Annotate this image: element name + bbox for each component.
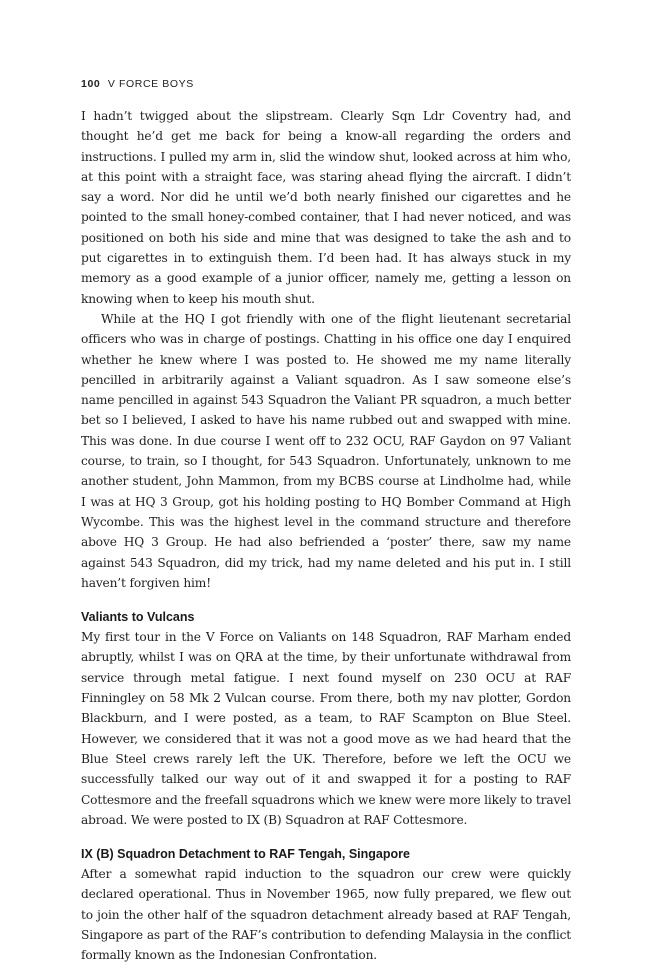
book-page	[81, 76, 571, 966]
paragraph-postings: While at the HQ I got friendly with one of the flight lieutenant secretarial officers who was in charge of postings. Chatting in his office one day I enquired whether he knew where I was posted to. He showed me my name literally pencilled in arbitrarily against a Valiant squadron. As I saw someone else’s name pencilled in against 543 Squadron the Valiant PR squadron, a much better bet so I believed, I asked to have his name rubbed out and swapped with mine. This was done. In due course I went off to 232 OCU, RAF Gaydon on 97 Valiant course, to train, so I thought, for 543 Squadron. Unfortunately, unknown to me another student, John Mammon, from my BCBS course at Lindholme had, while I was at HQ 3 Group, got his holding posting to HQ Bomber Command at High Wycombe. This was the highest level in the command structure and therefore above HQ 3 Group. He had also befriended a ‘poster’ there, saw my name against 543 Squadron, did my trick, had my name deleted and his put in. I still haven’t forgiven him!	[81, 311, 571, 590]
paragraph-first-tour: My first tour in the V Force on Valiants on 148 Squadron, RAF Marham ended abruptly, whilst I was on QRA at the time, by their unfortunate withdrawal from service through metal fatigue. I next found myself on 230 OCU at RAF Finningley on 58 Mk 2 Vulcan course. From there, both my nav plotter, Gordon Blackburn, and I were posted, as a team, to RAF Scampton on Blue Steel. However, we considered that it was not a good move as we had heard that the Blue Steel crews rarely left the UK. Therefore, before we left the OCU we successfully talked our way out of it and swapped it for a posting to RAF Cottesmore and the freefall squadrons which we knew were more likely to travel abroad. We were posted to IX (B) Squadron at RAF Cottesmore.	[81, 630, 571, 827]
section-heading-valiants-to-vulcans: Valiants to Vulcans	[81, 610, 195, 625]
paragraph-induction: After a somewhat rapid induction to the squadron our crew were quickly declared operational. Thus in November 1965, now fully prepared, we flew out to join the other half of the squadron detachment already based at RAF Tengah, Singapore as part of the RAF’s contribution to defending Malaysia in the conflict formally known as the Indonesian Confrontation.	[81, 867, 571, 963]
section-heading-tengah-detachment: IX (B) Squadron Detachment to RAF Tengah, Singapore	[81, 847, 410, 862]
book-title: V FORCE BOYS	[107, 78, 194, 90]
page-number: 100	[81, 78, 101, 90]
running-head	[81, 76, 571, 92]
paragraph-slipstream: I hadn’t twigged about the slipstream. Clearly Sqn Ldr Coventry had, and thought he’d get me back for being a know-all regarding the orders and instructions. I pulled my arm in, slid the window shut, looked across at him who, at this point with a straight face, was staring ahead flying the aircraft. I didn’t say a word. Nor did he until we’d both nearly finished our cigarettes and he pointed to the small honey-combed container, that I had never noticed, and was positioned on both his side and mine that was designed to take the ash and to put cigarettes in to extinguish them. I’d been had. It has always stuck in my memory as a good example of a junior officer, namely me, getting a lesson on knowing when to keep his mouth shut.	[81, 109, 571, 306]
